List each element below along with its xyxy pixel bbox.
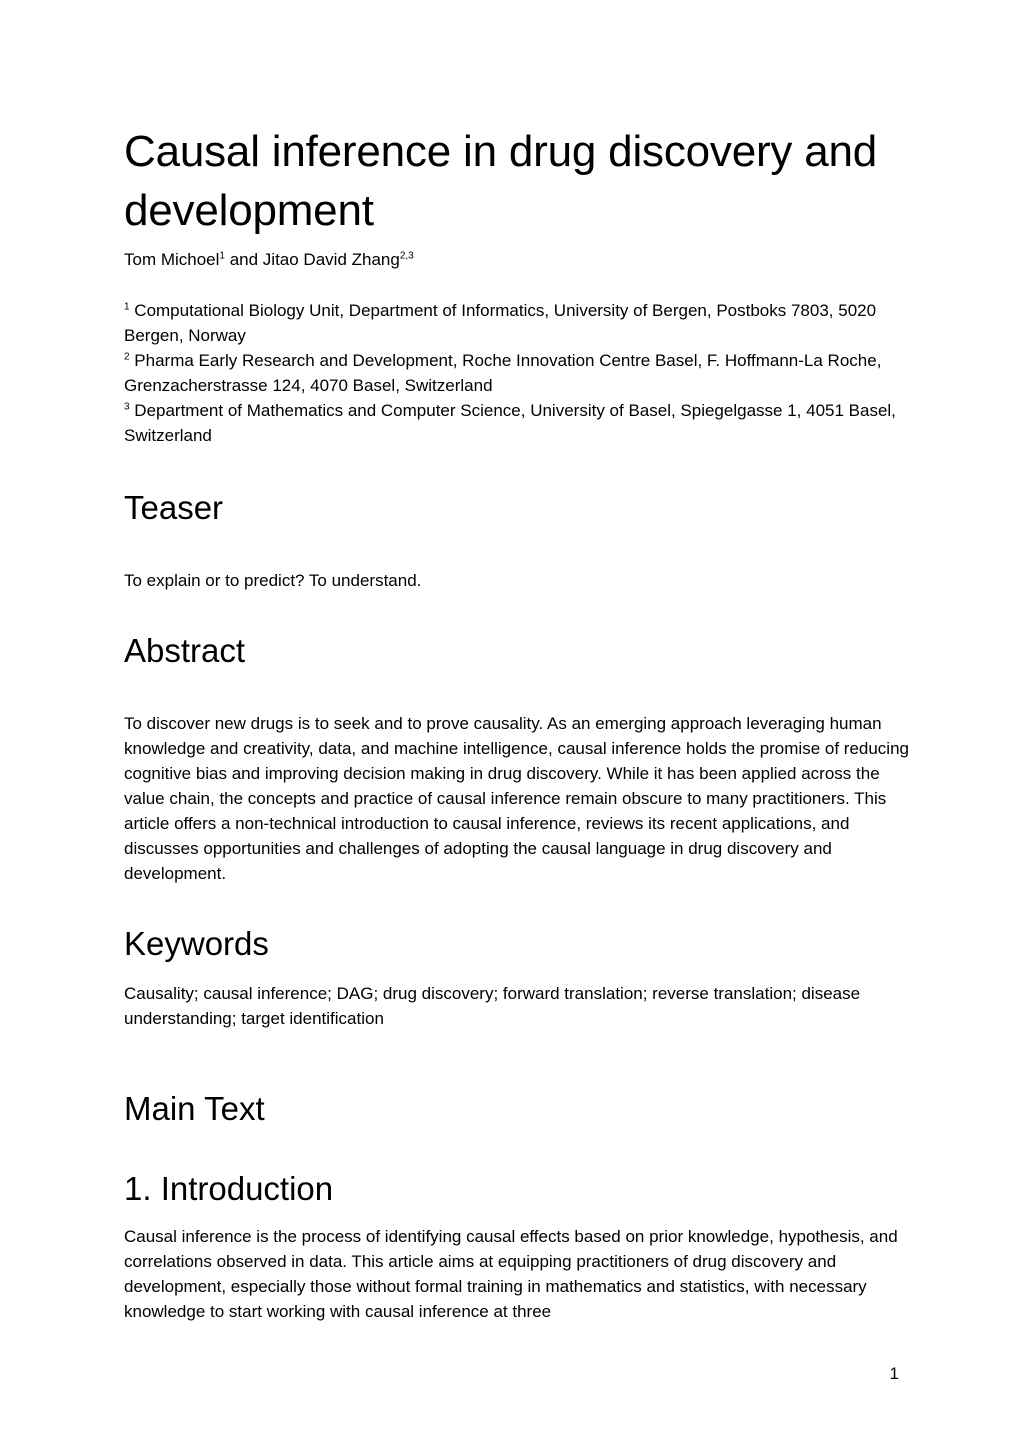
author-joiner: and: [224, 250, 263, 269]
page-content: [124, 122, 914, 1324]
introduction-heading: 1. Introduction: [124, 1170, 334, 1207]
main-text-heading: Main Text: [124, 1090, 265, 1127]
introduction-text: Causal inference is the process of identifying causal effects based on prior knowledge, hypothesis, and correlations observed in data. This article aims at equipping practitioners of drug discovery and development, especially those without formal training in mathematics and statistics, with necessary knowledge to start working with causal inference at three: [124, 1227, 898, 1321]
affiliation-text: Pharma Early Research and Development, Roche Innovation Centre Basel, F. Hoffmann-La Roche, Grenzacherstrasse 124, 4070 Basel, Switzerland: [124, 351, 882, 395]
affiliation-mark: 3: [124, 401, 130, 413]
affiliations-block: [124, 298, 914, 448]
affiliation: [124, 348, 914, 398]
author-name: Tom Michoel: [124, 250, 220, 269]
teaser-heading: Teaser: [124, 489, 224, 526]
affiliation-text: Department of Mathematics and Computer Science, University of Basel, Spiegelgasse 1, 4051 Basel, Switzerland: [124, 401, 896, 445]
author-line: [124, 248, 914, 272]
affiliation: [124, 398, 914, 448]
affiliation-text: Computational Biology Unit, Department of Informatics, University of Bergen, Postboks 7803, 5020 Bergen, Norway: [124, 301, 877, 345]
teaser-text: To explain or to predict? To understand.: [124, 571, 422, 590]
page-number: 1: [889, 1364, 899, 1383]
keywords-heading: Keywords: [124, 925, 269, 962]
affiliation: [124, 298, 914, 348]
author-affiliation-mark: 2,3: [399, 250, 414, 262]
paper-title: Causal inference in drug discovery and development: [124, 127, 878, 235]
abstract-heading: Abstract: [124, 632, 246, 669]
author-affiliation-mark: 1: [219, 250, 225, 262]
affiliation-mark: 1: [124, 301, 130, 313]
affiliation-mark: 2: [124, 351, 130, 363]
abstract-text: To discover new drugs is to seek and to prove causality. As an emerging approach leveraging human knowledge and creativity, data, and machine intelligence, causal inference holds the promise of reducing cognitive bias and improving decision making in drug discovery. While it has been applied across the value chain, the concepts and practice of causal inference remain obscure to many practitioners. This article offers a non-technical introduction to causal inference, reviews its recent applications, and discusses opportunities and challenges of adopting the causal language in drug discovery and development.: [124, 714, 909, 883]
author-name: Jitao David Zhang: [262, 250, 400, 269]
keywords-text: Causality; causal inference; DAG; drug discovery; forward translation; reverse translation; disease understanding; target identification: [124, 984, 861, 1028]
